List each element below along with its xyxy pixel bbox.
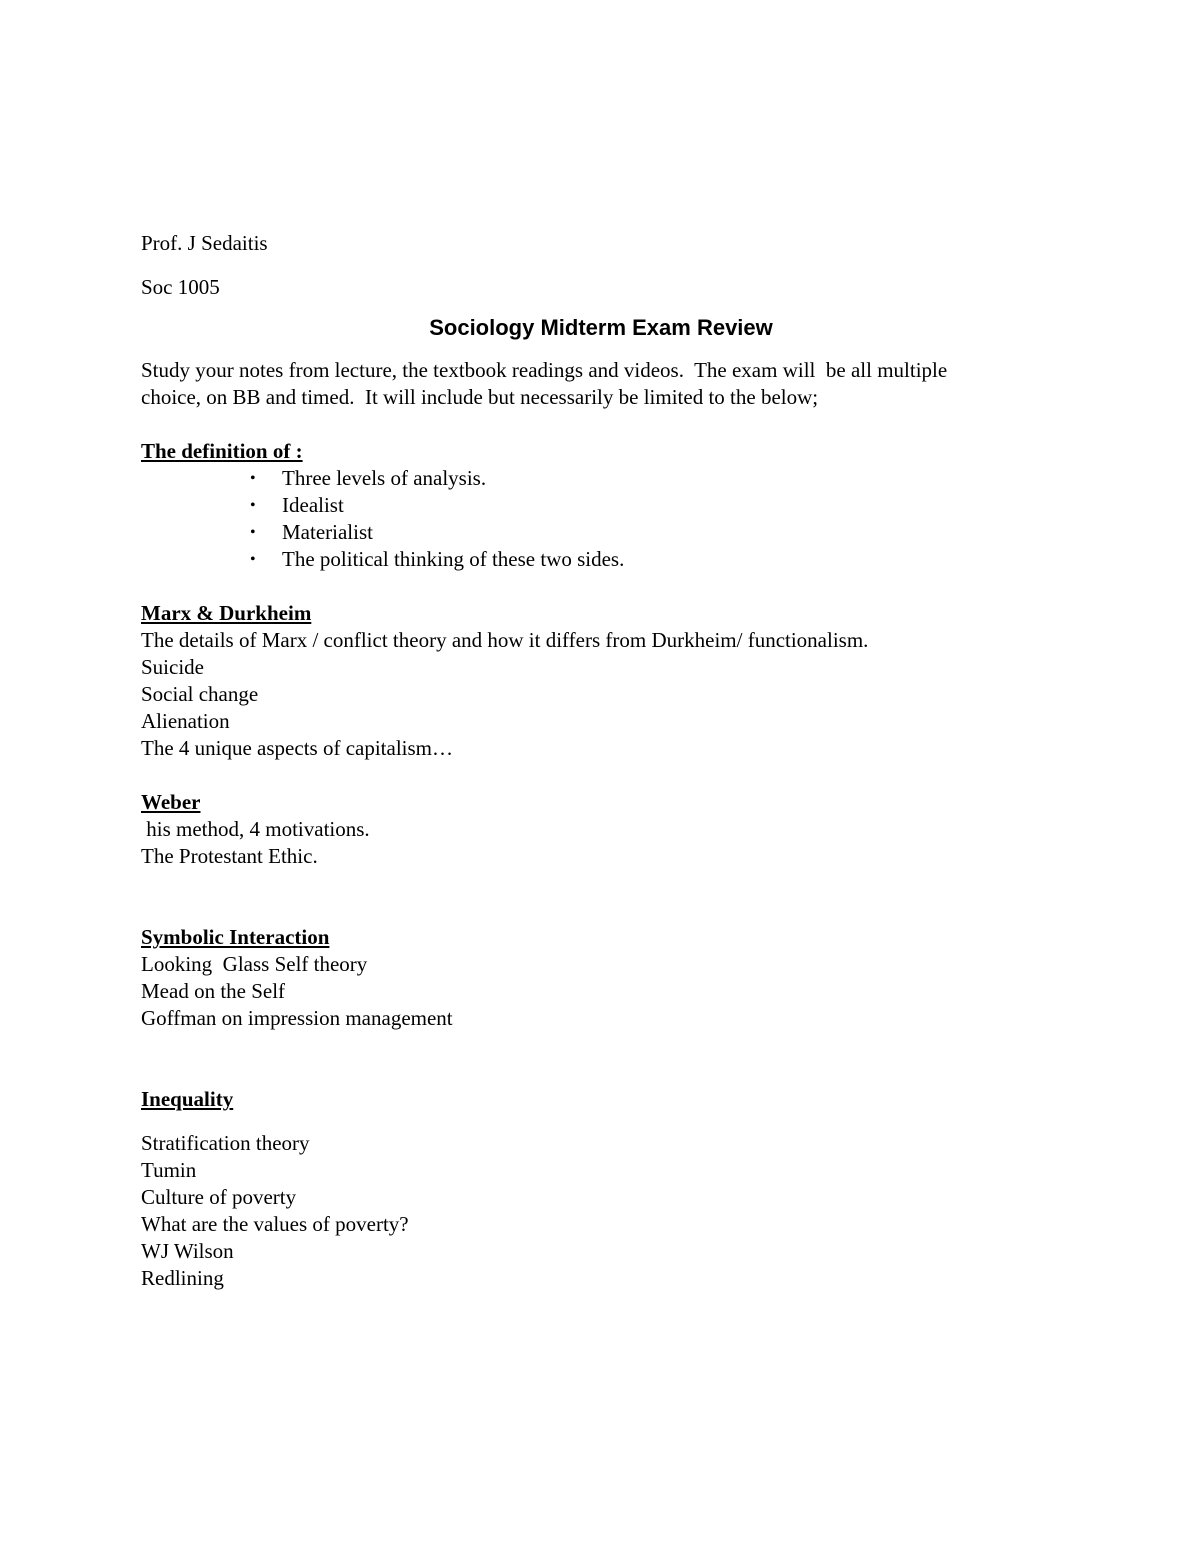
list-item: • Materialist [250,520,373,544]
list-item: Suicide [141,655,204,679]
list-item: Culture of poverty [141,1185,297,1209]
inequality-heading: Inequality [141,1087,234,1111]
spacer [141,1032,1061,1086]
spacer [141,411,1061,438]
list-item: Redlining [141,1266,224,1290]
marx-durkheim-heading: Marx & Durkheim [141,601,312,625]
symbolic-interaction-heading: Symbolic Interaction [141,925,330,949]
list-item: The details of Marx / conflict theory and how it differs from Durkheim/ functionalism. [141,628,869,652]
list-item: The 4 unique aspects of capitalism… [141,736,453,760]
bullet-icon: • [250,524,256,541]
bullet-icon: • [250,551,256,568]
bullet-icon: • [250,470,256,487]
list-item: Alienation [141,709,230,733]
list-item: Looking Glass Self theory [141,952,368,976]
list-item: Social change [141,682,259,706]
document-page [141,230,1061,1292]
professor-name: Prof. J Sedaitis [141,231,268,255]
bullet-icon: • [250,497,256,514]
spacer [141,762,1061,789]
list-item: his method, 4 motivations. [141,817,370,841]
list-item: What are the values of poverty? [141,1212,409,1236]
list-item: Mead on the Self [141,979,286,1003]
spacer [141,573,1061,600]
spacer [141,870,1061,924]
intro-line-2: choice, on BB and timed. It will include but necessarily be limited to the below; [141,385,819,409]
list-item: WJ Wilson [141,1239,234,1263]
definition-heading: The definition of : [141,439,303,463]
list-item: Tumin [141,1158,197,1182]
list-item: The Protestant Ethic. [141,844,318,868]
list-item: • Idealist [250,493,344,517]
course-code: Soc 1005 [141,275,220,299]
list-item: Goffman on impression management [141,1006,453,1030]
weber-heading: Weber [141,790,201,814]
list-item: Stratification theory [141,1131,310,1155]
spacer [141,257,1061,274]
spacer [141,1113,1061,1130]
list-item: • Three levels of analysis. [250,466,487,490]
definition-list [141,465,1061,573]
list-item: • The political thinking of these two sides. [250,547,625,571]
document-title: Sociology Midterm Exam Review [429,315,773,340]
intro-line-1: Study your notes from lecture, the textbook readings and videos. The exam will be all multiple [141,358,948,382]
